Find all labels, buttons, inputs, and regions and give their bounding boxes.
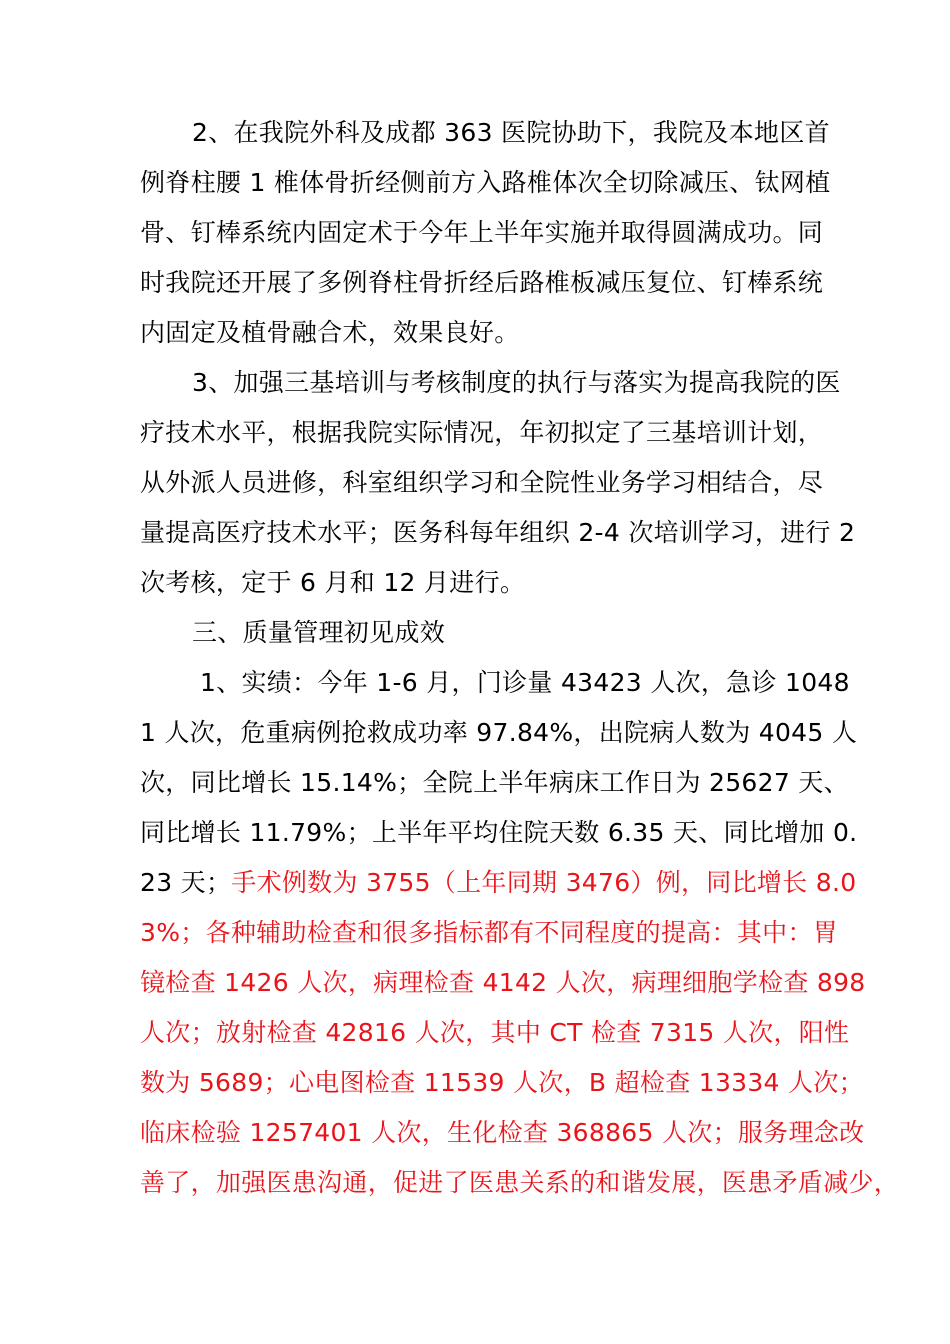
highlighted-line: 临床检验 1257401 人次，生化检查 368865 人次；服务理念改 (140, 1118, 865, 1147)
highlighted-line: 人次；放射检查 42816 人次，其中 CT 检查 7315 人次，阳性 (140, 1018, 850, 1047)
paragraph-line: 3、加强三基培训与考核制度的执行与落实为提高我院的医 (192, 368, 841, 397)
paragraph-line-segment: 23 天； (140, 868, 232, 897)
highlighted-line: 善了，加强医患沟通，促进了医患关系的和谐发展，医患矛盾减少， (140, 1168, 900, 1197)
paragraph-line: 疗技术水平，根据我院实际情况，年初拟定了三基培训计划， (140, 418, 824, 447)
paragraph-line: 骨、钉棒系统内固定术于今年上半年实施并取得圆满成功。同 (140, 218, 824, 247)
paragraph-line: 时我院还开展了多例脊柱骨折经后路椎板减压复位、钉棒系统 (140, 268, 824, 297)
paragraph-line: 次考核，定于 6 月和 12 月进行。 (140, 568, 526, 597)
highlighted-text: 手术例数为 3755（上年同期 3476）例，同比增长 8.0 (231, 868, 857, 897)
paragraph-line: 1 人次，危重病例抢救成功率 97.84%，出院病人数为 4045 人 (140, 718, 858, 747)
highlighted-line: 3%；各种辅助检查和很多指标都有不同程度的提高：其中：胃 (140, 918, 839, 947)
paragraph-line: 内固定及植骨融合术，效果良好。 (140, 318, 520, 347)
section-heading: 三、质量管理初见成效 (192, 618, 446, 647)
paragraph-line-mixed (140, 866, 857, 900)
paragraph-line: 量提高医疗技术水平；医务科每年组织 2-4 次培训学习，进行 2 (140, 518, 856, 547)
paragraph-line: 1、实绩：今年 1-6 月，门诊量 43423 人次，急诊 1048 (200, 668, 850, 697)
paragraph-line: 2、在我院外科及成都 363 医院协助下，我院及本地区首 (192, 118, 830, 147)
highlighted-line: 镜检查 1426 人次，病理检查 4142 人次，病理细胞学检查 898 (140, 968, 866, 997)
highlighted-line: 数为 5689；心电图检查 11539 人次，B 超检查 13334 人次； (140, 1068, 864, 1097)
paragraph-line: 同比增长 11.79%；上半年平均住院天数 6.35 天、同比增加 0. (140, 818, 858, 847)
paragraph-line: 次，同比增长 15.14%；全院上半年病床工作日为 25627 天、 (140, 768, 849, 797)
paragraph-line: 例脊柱腰 1 椎体骨折经侧前方入路椎体次全切除减压、钛网植 (140, 168, 831, 197)
paragraph-line: 从外派人员进修，科室组织学习和全院性业务学习相结合，尽 (140, 468, 824, 497)
